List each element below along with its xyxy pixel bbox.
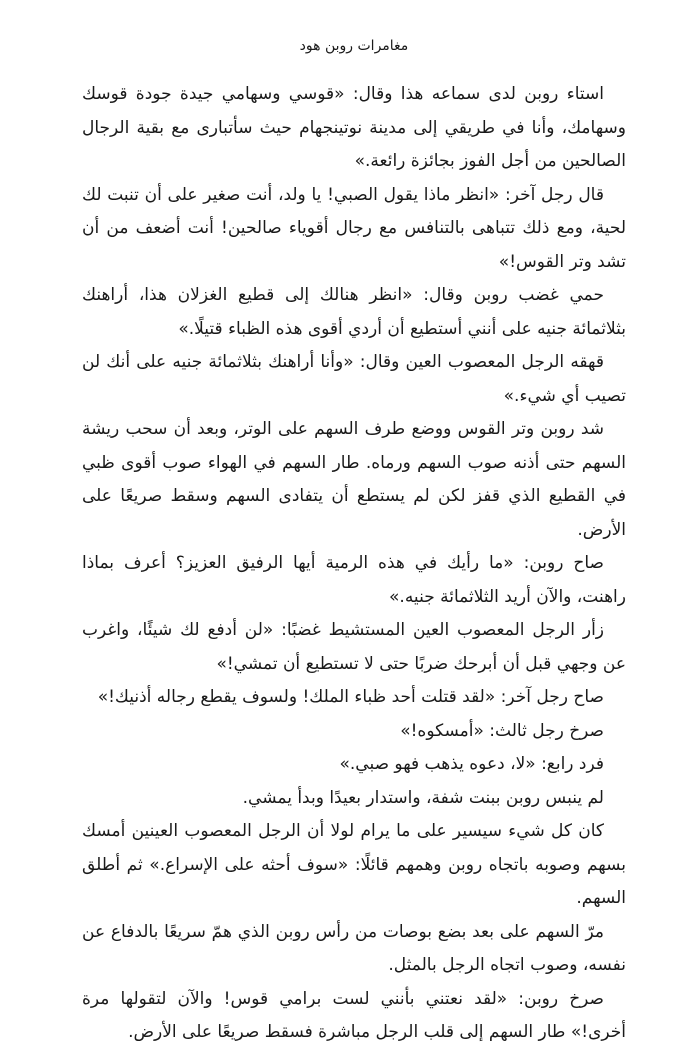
paragraph: صاح رجل آخر: «لقد قتلت أحد ظباء الملك! ولسوف يقطع رجاله أذنيك!»: [97, 687, 604, 707]
paragraph: استاء روبن لدى سماعه هذا وقال: «قوسي وسهامي جيدة جودة قوسك وسهامك، وأنا في طريقي إلى مدينة نوتينجهام حيث سأتبارى مع بقية الرجال الصالحين من أجل الفوز بجائزة رائعة.»: [82, 84, 626, 171]
paragraph: مرّ السهم على بعد بضع بوصات من رأس روبن الذي همّ سريعًا بالدفاع عن نفسه، وصوب اتجاه الرجل بالمثل.: [82, 921, 626, 975]
paragraph: صرخ رجل ثالث: «أمسكوه!»: [400, 720, 604, 741]
paragraph: كان كل شيء سيسير على ما يرام لولا أن الرجل المعصوب العينين أمسك بسهم وصوبه باتجاه روبن وهمهم قائلًا: «سوف أحثه على الإسراع.» ثم أطلق السهم.: [82, 821, 626, 908]
paragraph: صاح روبن: «ما رأيك في هذه الرمية أيها الرفيق العزيز؟ أعرف بماذا راهنت، والآن أريد الثلاثمائة جنيه.»: [82, 553, 626, 607]
paragraph: فرد رابع: «لا، دعوه يذهب فهو صبي.»: [339, 754, 604, 774]
paragraph: قال رجل آخر: «انظر ماذا يقول الصبي! يا ولد، أنت صغير على أن تنبت لك لحية، ومع ذلك تتباهى بالتنافس مع رجال أقوياء صالحين! أنت أضعف من أن تشد وتر القوس!»: [82, 184, 626, 272]
paragraph: شد روبن وتر القوس ووضع طرف السهم على الوتر، وبعد أن سحب ريشة السهم حتى أذنه صوب السهم ورماه. طار السهم في الهواء صوب أقوى ظبي في القطيع الذي قفز لكن لم يستطع أن يتفادى السهم وسقط صريعًا على الأرض.: [82, 419, 626, 540]
paragraph: زأر الرجل المعصوب العين المستشيط غضبًا: «لن أدفع لك شيئًا، واغرب عن وجهي قبل أن أبرحك ضربًا حتى لا تستطيع أن تمشي!»: [82, 620, 626, 674]
paragraph: حمي غضب روبن وقال: «انظر هنالك إلى قطيع الغزلان هذا، أراهنك بثلاثمائة جنيه على أنني أستطيع أن أردي أقوى هذه الظباء قتيلًا.»: [82, 285, 626, 339]
running-title: مغامرات روبن هود: [299, 38, 409, 54]
paragraph: لم ينبس روبن ببنت شفة، واستدار بعيدًا وبدأ يمشي.: [242, 787, 604, 808]
body-text: [82, 78, 626, 1050]
paragraph: قهقه الرجل المعصوب العين وقال: «وأنا أراهنك بثلاثمائة جنيه على أنك لن تصيب أي شيء.»: [82, 352, 626, 406]
paragraph: صرخ روبن: «لقد نعتني بأنني لست برامي قوس! والآن لتقولها مرة أخرى!» طار السهم إلى قلب الرجل مباشرة فسقط صريعًا على الأرض.: [82, 988, 626, 1042]
